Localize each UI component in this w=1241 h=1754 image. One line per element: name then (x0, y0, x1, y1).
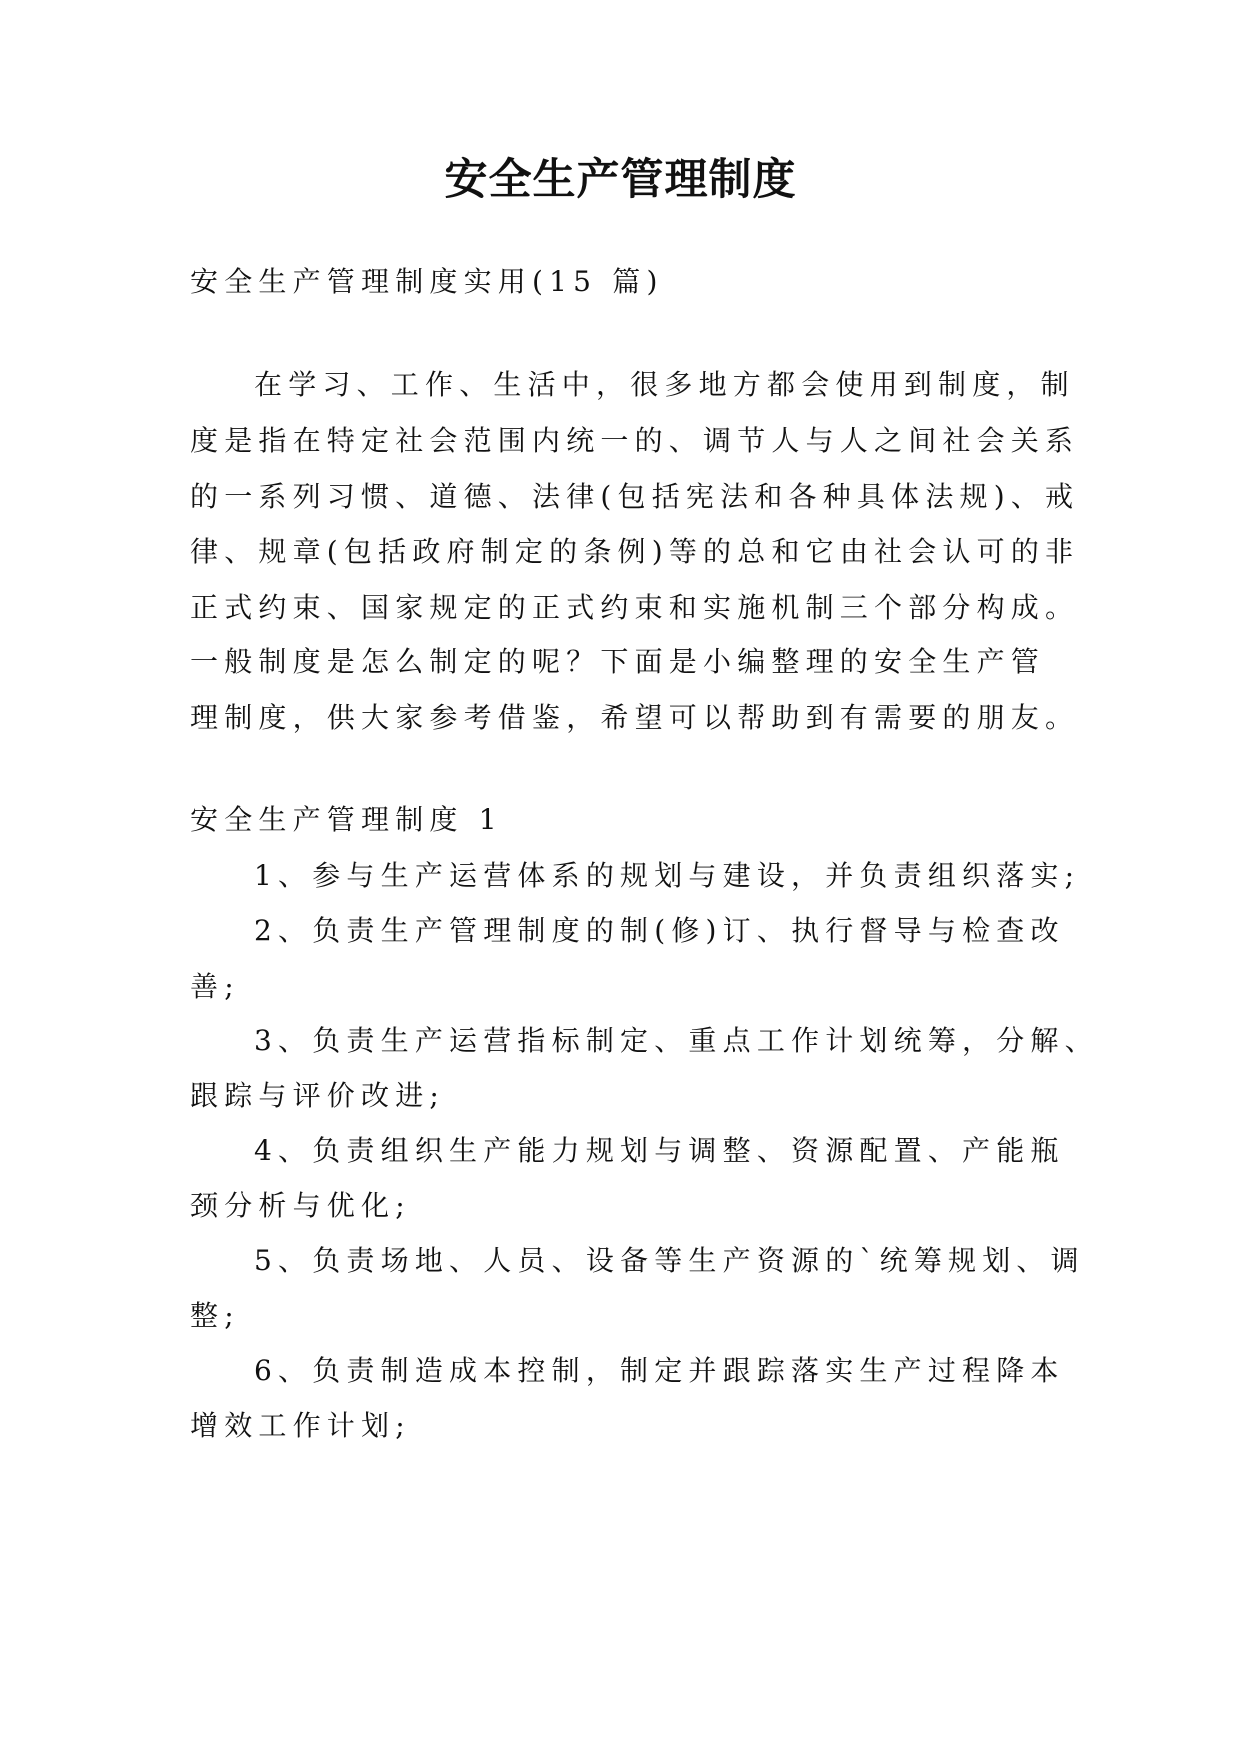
document-title: 安全生产管理制度 (444, 155, 797, 205)
item-line: 整; (190, 1299, 240, 1332)
intro-line: 一般制度是怎么制定的呢？下面是小编整理的安全生产管 (190, 645, 1046, 678)
intro-line: 的一系列习惯、道德、法律(包括宪法和各种具体法规)、戒 (190, 480, 1080, 513)
item-line: 4、负责组织生产能力规划与调整、资源配置、产能瓶 (254, 1134, 1065, 1167)
item-line: 善; (190, 970, 240, 1003)
item-line: 3、负责生产运营指标制定、重点工作计划统筹，分解、 (254, 1024, 1099, 1057)
intro-line: 理制度，供大家参考借鉴，希望可以帮助到有需要的朋友。 (190, 701, 1080, 734)
section-heading: 安全生产管理制度 1 (190, 803, 503, 836)
intro-line: 度是指在特定社会范围内统一的、调节人与人之间社会关系 (190, 424, 1080, 457)
item-line: 2、负责生产管理制度的制(修)订、执行督导与检查改 (254, 914, 1065, 947)
intro-line: 在学习、工作、生活中，很多地方都会使用到制度，制 (254, 368, 1075, 401)
intro-line: 正式约束、国家规定的正式约束和实施机制三个部分构成。 (190, 591, 1080, 624)
item-line: 增效工作计划; (190, 1409, 411, 1442)
item-line: 颈分析与优化; (190, 1189, 411, 1222)
item-line: 6、负责制造成本控制，制定并跟踪落实生产过程降本 (254, 1354, 1065, 1387)
document-subtitle: 安全生产管理制度实用(15 篇) (190, 265, 664, 298)
item-line: 5、负责场地、人员、设备等生产资源的`统筹规划、调 (254, 1244, 1085, 1277)
intro-line: 律、规章(包括政府制定的条例)等的总和它由社会认可的非 (190, 535, 1080, 568)
item-line: 跟踪与评价改进; (190, 1079, 446, 1112)
item-line: 1、参与生产运营体系的规划与建设，并负责组织落实; (254, 859, 1081, 892)
